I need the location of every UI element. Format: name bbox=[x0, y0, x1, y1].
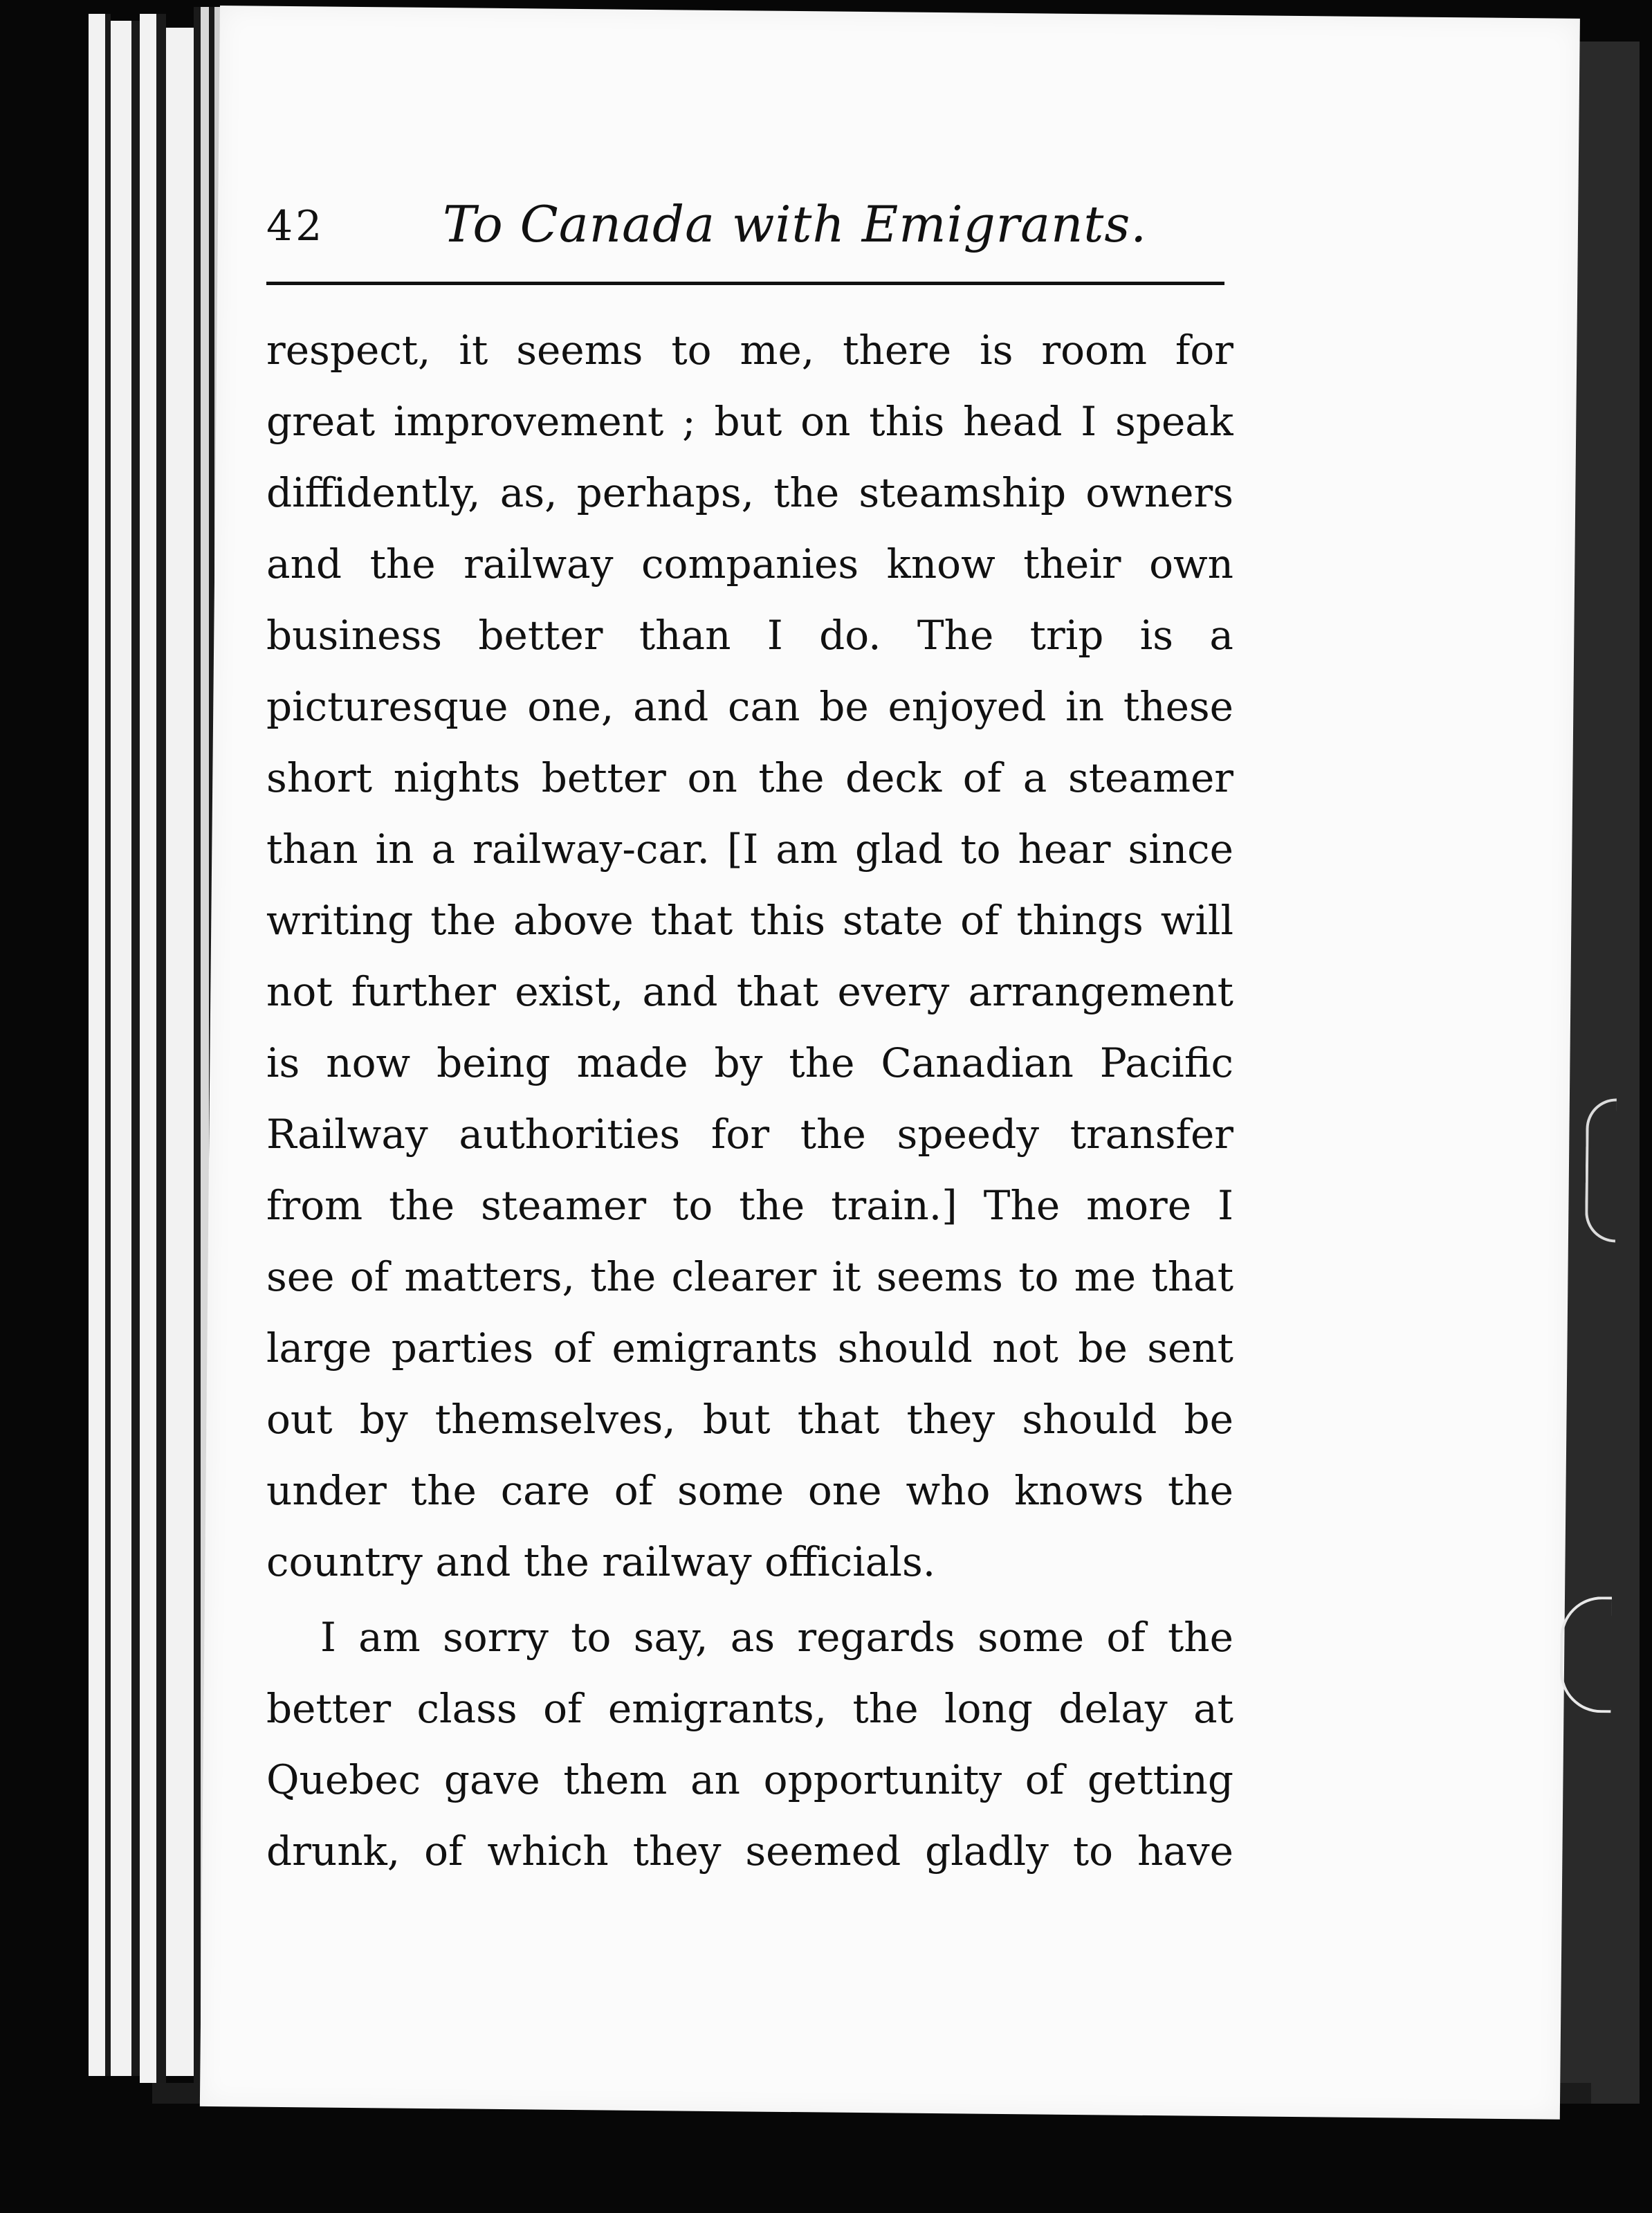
text-line: short nights better on the deck of a steamer bbox=[266, 754, 1233, 801]
text-line: great improvement ; but on this head I speak bbox=[266, 398, 1233, 445]
page-curl-mark bbox=[1559, 1596, 1612, 1713]
text-line: Quebec gave them an opportunity of getting bbox=[266, 1756, 1233, 1803]
text-line: out by themselves, but that they should be bbox=[266, 1396, 1233, 1443]
text-line: drunk, of which they seemed gladly to have bbox=[266, 1828, 1233, 1875]
text-line: than in a railway-car. [I am glad to hear since bbox=[266, 826, 1233, 873]
page-curl-mark bbox=[1585, 1098, 1617, 1242]
page-number: 42 bbox=[266, 202, 325, 251]
page-edge bbox=[140, 14, 156, 2083]
text-line: country and the railway officials. bbox=[266, 1538, 936, 1585]
text-line: picturesque one, and can be enjoyed in these bbox=[266, 683, 1233, 730]
text-line: from the steamer to the train.] The more I bbox=[266, 1182, 1233, 1229]
text-line: writing the above that this state of things will bbox=[266, 897, 1233, 944]
text-line: better class of emigrants, the long delay at bbox=[266, 1685, 1233, 1732]
page-edge bbox=[111, 21, 131, 2076]
text-line: under the care of some one who knows the bbox=[266, 1467, 1233, 1514]
text-line: diffidently, as, perhaps, the steamship owners bbox=[266, 469, 1233, 516]
paragraph-1 bbox=[266, 315, 1233, 1598]
text-line: is now being made by the Canadian Pacific bbox=[266, 1039, 1233, 1086]
page-edge-line bbox=[105, 14, 111, 2076]
text-line: I am sorry to say, as regards some of the bbox=[320, 1614, 1233, 1661]
text-line: see of matters, the clearer it seems to me that bbox=[266, 1253, 1233, 1300]
page-edge bbox=[89, 14, 105, 2076]
text-line: respect, it seems to me, there is room for bbox=[266, 327, 1233, 374]
page-edge-line bbox=[156, 14, 166, 2083]
text-line: Railway authorities for the speedy transfer bbox=[266, 1111, 1233, 1158]
page-edge bbox=[166, 28, 194, 2076]
text-line: and the railway companies know their own bbox=[266, 540, 1233, 588]
paragraph-2 bbox=[266, 1602, 1233, 1887]
body-text bbox=[266, 315, 1233, 1887]
page-edge-line bbox=[131, 21, 140, 2076]
text-line: not further exist, and that every arrangement bbox=[266, 968, 1233, 1015]
text-line: large parties of emigrants should not be sent bbox=[266, 1324, 1233, 1372]
text-line: business better than I do. The trip is a bbox=[266, 612, 1233, 659]
page-edge-line bbox=[194, 7, 201, 2083]
running-head-title: To Canada with Emigrants. bbox=[443, 195, 1148, 253]
header-rule bbox=[266, 282, 1224, 285]
running-header bbox=[266, 181, 1249, 285]
